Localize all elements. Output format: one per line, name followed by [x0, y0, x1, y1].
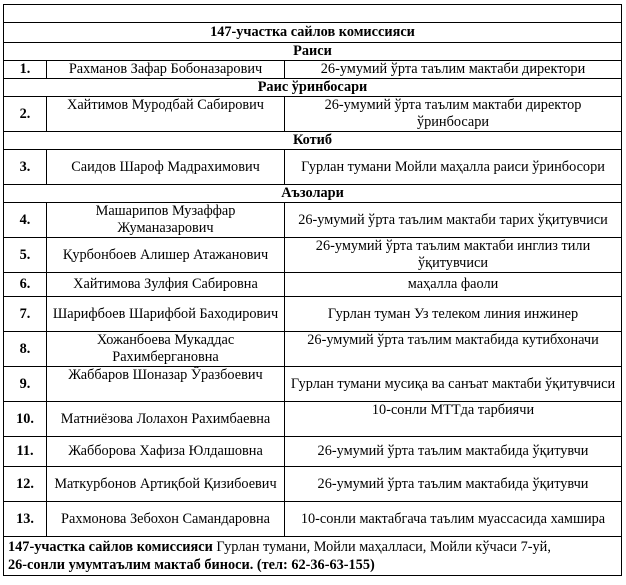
address-bold-start: 147-участка сайлов комиссияси	[8, 539, 213, 555]
row-number: 3.	[4, 150, 47, 185]
row-number: 1.	[4, 61, 47, 79]
table-row	[4, 402, 622, 437]
member-position: Гурлан туман Уз телеком линия инжинер	[285, 297, 622, 332]
table-row	[4, 238, 622, 273]
row-number: 4.	[4, 203, 47, 238]
member-name: Рахманов Зафар Бобоназарович	[47, 61, 285, 79]
row-number: 2.	[4, 97, 47, 132]
row-number: 9.	[4, 367, 47, 402]
empty-top-row	[4, 5, 622, 23]
row-number: 6.	[4, 273, 47, 297]
address-text: Гурлан тумани, Мойли маҳалласи, Мойли кўчаси 7-уй,	[212, 539, 551, 555]
row-number: 5.	[4, 238, 47, 273]
member-name: Жабборова Хафиза Юлдашовна	[47, 437, 285, 467]
member-position: 10-сонли мактабгача таълим муассасида хамшира	[285, 502, 622, 537]
member-name: Шарифбоев Шарифбой Баходирович	[47, 297, 285, 332]
member-position: Гурлан тумани мусиқа ва санъат мактаби ўқитувчиси	[285, 367, 622, 402]
commission-address	[4, 537, 622, 576]
table-row	[4, 273, 622, 297]
section-header-members: Аъзолари	[4, 185, 622, 203]
member-name: Машарипов Музаффар Жуманазарович	[47, 203, 285, 238]
table-row	[4, 97, 622, 132]
table-row	[4, 332, 622, 367]
table-row	[4, 437, 622, 467]
title-row	[4, 23, 622, 43]
member-name: Хайтимов Муродбай Сабирович	[47, 97, 285, 132]
section-row-deputy	[4, 79, 622, 97]
member-position: маҳалла фаоли	[285, 273, 622, 297]
section-row-members	[4, 185, 622, 203]
member-name: Хайтимова Зулфия Сабировна	[47, 273, 285, 297]
commission-table	[3, 4, 622, 576]
section-header-deputy: Раис ўринбосари	[4, 79, 622, 97]
row-number: 8.	[4, 332, 47, 367]
empty-cell	[4, 5, 622, 23]
member-name: Рахмонова Зебохон Самандаровна	[47, 502, 285, 537]
section-header-secretary: Котиб	[4, 132, 622, 150]
member-name: Маткурбонов Артиқбой Қизибоевич	[47, 467, 285, 502]
row-number: 13.	[4, 502, 47, 537]
commission-title: 147-участка сайлов комиссияси	[4, 23, 622, 43]
member-position: 10-сонли МТТда тарбиячи	[285, 402, 622, 437]
section-header-chair: Раиси	[4, 43, 622, 61]
row-number: 7.	[4, 297, 47, 332]
member-name: Саидов Шароф Мадрахимович	[47, 150, 285, 185]
table-row	[4, 467, 622, 502]
member-position: 26-умумий ўрта таълим мактабида ўқитувчи	[285, 467, 622, 502]
member-position: 26-умумий ўрта таълим мактабида ўқитувчи	[285, 437, 622, 467]
member-position: 26-умумий ўрта таълим мактаби директор ўринбосари	[285, 97, 622, 132]
table-row	[4, 150, 622, 185]
member-name: Жаббаров Шоназар Ўразбоевич	[47, 367, 285, 402]
member-name: Хожанбоева Мукаддас Рахимбергановна	[47, 332, 285, 367]
address-bold-end: 26-сонли умумтаълим мактаб биноси. (тел: 62-36-63-155)	[8, 557, 375, 573]
section-row-secretary	[4, 132, 622, 150]
table-row	[4, 502, 622, 537]
member-name: Матниёзова Лолахон Рахимбаевна	[47, 402, 285, 437]
member-position: 26-умумий ўрта таълим мактабида кутибхоначи	[285, 332, 622, 367]
table-row	[4, 367, 622, 402]
table-row	[4, 203, 622, 238]
table-row	[4, 297, 622, 332]
row-number: 12.	[4, 467, 47, 502]
member-name: Қурбонбоев Алишер Атажанович	[47, 238, 285, 273]
table-row	[4, 61, 622, 79]
member-position: 26-умумий ўрта таълим мактаби тарих ўқитувчиси	[285, 203, 622, 238]
member-position: Гурлан тумани Мойли маҳалла раиси ўринбосори	[285, 150, 622, 185]
member-position: 26-умумий ўрта таълим мактаби инглиз тили ўқитувчиси	[285, 238, 622, 273]
row-number: 10.	[4, 402, 47, 437]
row-number: 11.	[4, 437, 47, 467]
section-row-chair	[4, 43, 622, 61]
footer-row	[4, 537, 622, 576]
member-position: 26-умумий ўрта таълим мактаби директори	[285, 61, 622, 79]
